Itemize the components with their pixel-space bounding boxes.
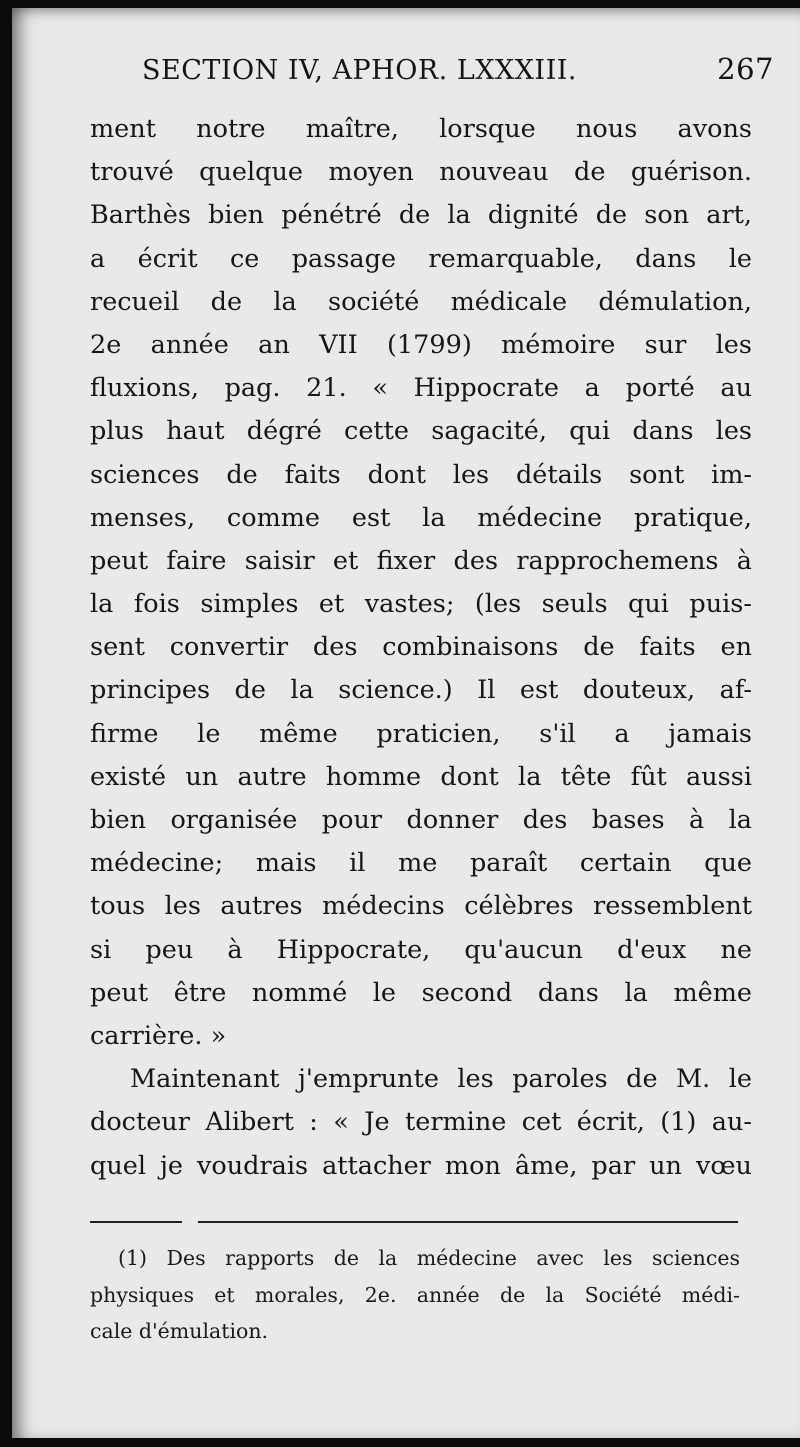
text-line: sciences de faits dont les détails sont im-	[90, 459, 752, 490]
text-line: recueil de la société médicale démulation,	[90, 286, 752, 317]
text-line: existé un autre homme dont la tête fût aussi	[90, 761, 752, 792]
text-line: menses, comme est la médecine pratique,	[90, 502, 752, 533]
text-line: tous les autres médecins célèbres ressemblent	[90, 891, 752, 922]
footnote-rule-short	[90, 1221, 182, 1223]
text-line: sent convertir des combinaisons de faits en	[90, 632, 752, 663]
footnote-rule-long	[198, 1221, 738, 1223]
footnote	[90, 1240, 740, 1350]
text-line: firme le même praticien, s'il a jamais	[90, 718, 752, 749]
text-line: trouvé quelque moyen nouveau de guérison.	[90, 157, 752, 188]
text-line: plus haut dégré cette sagacité, qui dans les	[90, 416, 752, 447]
text-line: Maintenant j'emprunte les paroles de M. le	[130, 1064, 752, 1095]
text-line: médecine; mais il me paraît certain que	[90, 848, 752, 879]
body-text	[90, 108, 752, 1188]
text-line: peut faire saisir et fixer des rapprochemens à	[90, 545, 752, 576]
text-line: principes de la science.) Il est douteux, af-	[90, 675, 752, 706]
text-line: docteur Alibert : « Je termine cet écrit, (1) au-	[90, 1107, 752, 1138]
text-line: a écrit ce passage remarquable, dans le	[90, 243, 752, 274]
running-title: SECTION IV, APHOR. LXXXIII.	[142, 55, 578, 86]
book-page	[12, 8, 800, 1438]
page-number: 267	[717, 52, 774, 86]
footnote-line: (1) Des rapports de la médecine avec les sciences	[118, 1246, 740, 1270]
text-line: quel je voudrais attacher mon âme, par un vœu	[90, 1150, 752, 1181]
footnote-line: cale d'émulation.	[90, 1319, 269, 1343]
text-line: ment notre maître, lorsque nous avons	[90, 114, 752, 144]
footnote-line: physiques et morales, 2e. année de la Société médi-	[90, 1282, 740, 1307]
text-line: peut être nommé le second dans la même	[90, 977, 752, 1008]
text-line: si peu à Hippocrate, qu'aucun d'eux ne	[90, 934, 752, 965]
text-line: bien organisée pour donner des bases à la	[90, 805, 752, 835]
running-header	[142, 52, 774, 86]
text-line: Barthès bien pénétré de la dignité de son art,	[90, 200, 752, 231]
text-line: fluxions, pag. 21. « Hippocrate a porté au	[90, 373, 752, 404]
text-line: 2e année an VII (1799) mémoire sur les	[90, 329, 752, 360]
text-line: la fois simples et vastes; (les seuls qui puis-	[90, 589, 752, 620]
text-line: carrière. »	[90, 1020, 227, 1051]
